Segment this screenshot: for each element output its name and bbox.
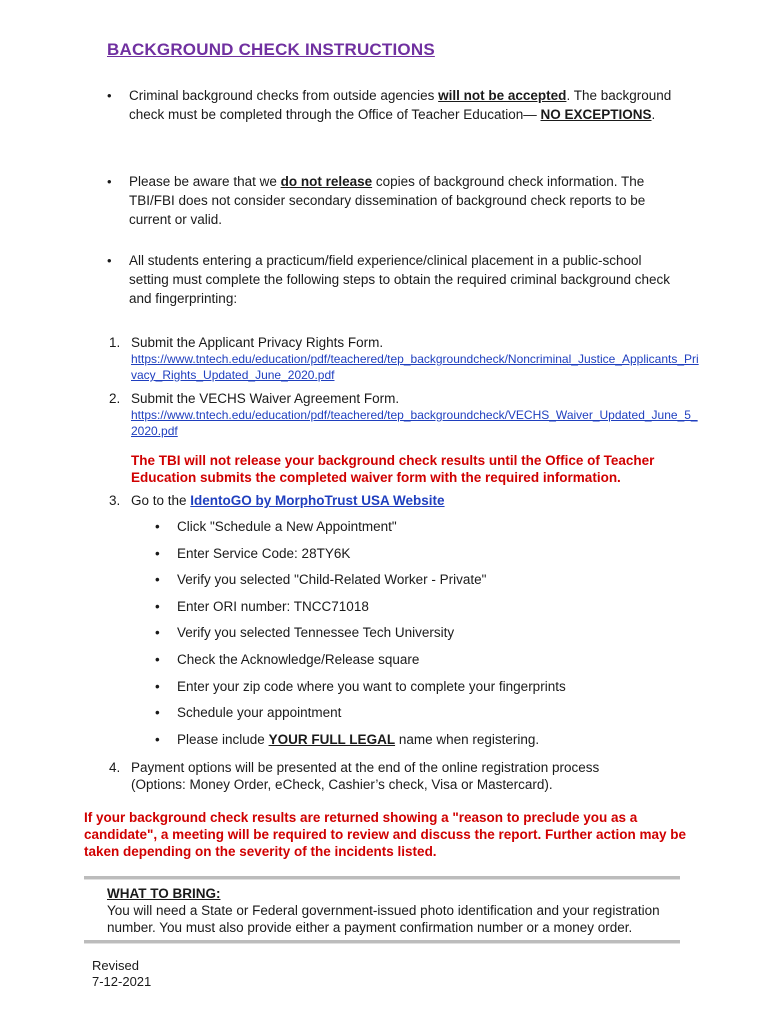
preclude-warning: If your background check results are returned showing a "reason to preclude you as a candidate", a meeting will be required to review and discuss the report. Further action may be taken depending on the severity of the incidents listed. (84, 810, 687, 859)
bullet-dot-icon: • (155, 545, 160, 561)
bullet-dot-icon: • (155, 705, 160, 721)
what-to-bring-text: You will need a State or Federal government-issued photo identification and your registration number. You must also provide either a payment confirmation number or a money order. (107, 903, 660, 935)
what-to-bring-heading: WHAT TO BRING: (107, 886, 221, 901)
list-item: • Check the Acknowledge/Release square (155, 651, 420, 667)
list-item: • Enter Service Code: 28TY6K (155, 545, 351, 561)
bullet-text: All students entering a practicum/field experience/clinical placement in a public-school setting must complete the following steps to obtain the required criminal background check and fingerprinting: (129, 253, 671, 306)
bullet-dot-icon: • (107, 174, 112, 189)
step-text: Go to the (131, 493, 191, 508)
divider-top (84, 876, 680, 880)
bullet-dot-icon: • (107, 88, 112, 103)
step-number: 2. (109, 391, 121, 406)
vechs-waiver-form-link[interactable]: https://www.tntech.edu/education/pdf/teachered/tep_backgroundcheck/VECHS_Waiver_Updated_June_5_2020.pdf (131, 408, 698, 438)
revised-date: 7-12-2021 (92, 974, 152, 989)
bullet-dot-icon: • (155, 651, 160, 667)
bullet-dot-icon: • (155, 598, 160, 614)
bullet-dot-icon: • (107, 253, 112, 268)
step-4 (109, 759, 699, 793)
step-text: Submit the Applicant Privacy Rights Form. (131, 335, 384, 350)
list-item: • Verify you selected "Child-Related Worker - Private" (155, 572, 487, 588)
step-number: 1. (109, 335, 121, 350)
step-1 (109, 334, 699, 383)
bullet-dot-icon: • (155, 678, 160, 694)
what-to-bring-section (107, 885, 687, 936)
list-item: • Please include YOUR FULL LEGAL name when registering. (155, 731, 540, 747)
identogo-substeps (155, 518, 675, 757)
bullet-dot-icon: • (155, 625, 160, 641)
bullet-text: Please be aware that we do not release copies of background check information. The TBI/FBI does not consider secondary dissemination of background check reports to be current or valid. (129, 174, 646, 227)
bullet-text: Criminal background checks from outside agencies will not be accepted. The background check must be completed through the Office of Teacher Education— NO EXCEPTIONS. (129, 88, 672, 122)
emphasis-do-not-release: do not release (280, 174, 373, 189)
page-title: BACKGROUND CHECK INSTRUCTIONS (107, 40, 435, 59)
tbi-release-warning: The TBI will not release your background check results until the Office of Teacher Education submits the completed waiver form with the required information. (131, 453, 655, 485)
step-text: Submit the VECHS Waiver Agreement Form. (131, 391, 400, 406)
step-text: Payment options will be presented at the end of the online registration process (Options: Money Order, eCheck, Cashier’s check, Visa or Mastercard). (131, 760, 600, 792)
bullet-outside-agencies (107, 86, 677, 124)
bullet-dot-icon: • (155, 572, 160, 588)
list-item: • Verify you selected Tennessee Tech University (155, 625, 455, 641)
list-item: • Enter ORI number: TNCC71018 (155, 598, 369, 614)
revision-note (92, 958, 151, 990)
step-number: 4. (109, 760, 121, 775)
bullet-do-not-release (107, 172, 677, 229)
list-item: • Click "Schedule a New Appointment" (155, 519, 397, 534)
bullet-dot-icon: • (155, 731, 160, 747)
step-2 (109, 390, 699, 439)
bullet-dot-icon: • (155, 519, 160, 534)
emphasis-full-legal: YOUR FULL LEGAL (268, 731, 396, 747)
divider-bottom (84, 940, 680, 944)
step-3 (109, 492, 699, 509)
bullet-all-students (107, 251, 677, 308)
step-number: 3. (109, 493, 121, 508)
identogo-website-link[interactable]: IdentoGO by MorphoTrust USA Website (190, 493, 445, 508)
list-item: • Schedule your appointment (155, 705, 342, 721)
emphasis-no-exceptions: NO EXCEPTIONS (540, 107, 652, 122)
emphasis-not-accepted: will not be accepted (438, 88, 567, 103)
revised-label: Revised (92, 958, 139, 973)
privacy-rights-form-link[interactable]: https://www.tntech.edu/education/pdf/teachered/tep_backgroundcheck/Noncriminal_Justice_Applicants_Privacy_Rights_Updated_June_2020.pdf (131, 352, 699, 382)
list-item: • Enter your zip code where you want to complete your fingerprints (155, 678, 566, 694)
